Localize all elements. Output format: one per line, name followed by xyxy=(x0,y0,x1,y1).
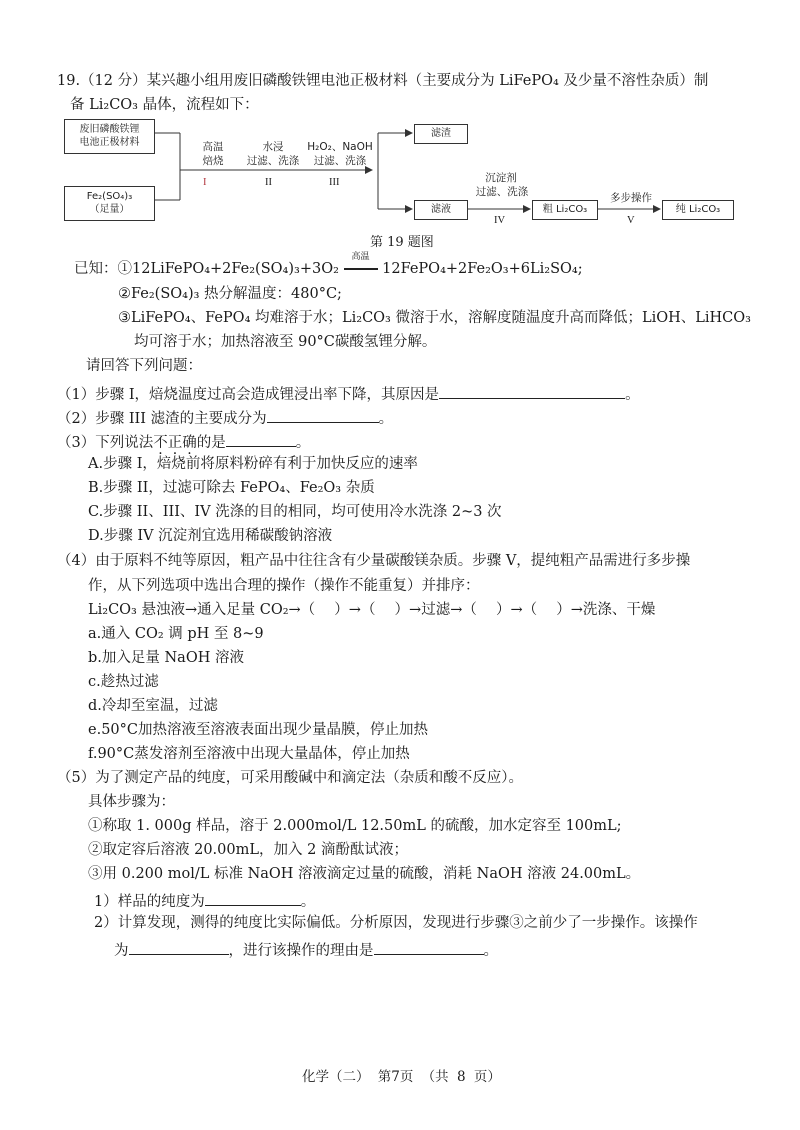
crude-box: 粗 Li₂CO₃ xyxy=(532,200,598,220)
q3-emphasis-1: 不 xyxy=(153,435,168,451)
equation-right: 12FePO₄+2Fe₂O₃+6Li₂SO₄; xyxy=(382,261,583,277)
answer-prompt: 请回答下列问题： xyxy=(86,358,202,374)
q5-part-1-text: 1）样品的纯度为 xyxy=(94,894,205,910)
q4-option-d: d.冷却至室温，过滤 xyxy=(88,698,218,714)
raw-material-line-1: 废旧磷酸铁锂 xyxy=(79,124,140,135)
q5-part-1-blank[interactable] xyxy=(205,891,301,906)
question-line-1: 19.（12 分）某兴趣小组用废旧磷酸铁锂电池正极材料（主要成分为 LiFePO₄ 及少量不溶性杂质）制 xyxy=(57,73,709,89)
q5-part-2-line-2 xyxy=(114,940,498,959)
step4-numeral: IV xyxy=(494,215,506,226)
step4-top-label: 沉淀剂 xyxy=(485,172,517,184)
q3-option-b: B.步骤 II，过滤可除去 FePO₄、Fe₂O₃ 杂质 xyxy=(88,480,375,496)
step5-numeral: V xyxy=(627,215,635,226)
known-2: ②Fe₂(SO₄)₃ 热分解温度：480°C; xyxy=(118,286,342,302)
q2-line xyxy=(57,408,393,427)
condition-text: 高温 xyxy=(351,252,370,262)
q5-line-1: （5）为了测定产品的纯度，可采用酸碱中和滴定法（杂质和酸不反应）。 xyxy=(57,770,523,786)
q4-line-1: （4）由于原料不纯等原因，粗产品中往往含有少量碳酸镁杂质。步骤 V，提纯粗产品需进行多步操 xyxy=(57,553,691,569)
q3-answer-blank[interactable] xyxy=(226,432,296,447)
q5-step-1: ①称取 1. 000g 样品，溶于 2.000mol/L 12.50mL 的硫酸，加水定容至 100mL; xyxy=(88,818,622,834)
step2-top-label: 水浸 xyxy=(262,141,284,153)
equation-left: ①12LiFePO₄+2Fe₂(SO₄)₃+3O₂ xyxy=(117,261,339,277)
step2-bottom-label: 过滤、洗涤 xyxy=(246,155,300,167)
q3-end: 。 xyxy=(295,435,311,451)
step1-top-label: 高温 xyxy=(202,141,224,153)
step1-bottom-label: 焙烧 xyxy=(202,155,224,167)
additive-line-1: Fe₂(SO₄)₃ xyxy=(86,191,133,202)
q4-option-b: b.加入足量 NaOH 溶液 xyxy=(88,650,244,666)
known-3-line-1: ③LiFePO₄、FePO₄ 均难溶于水；Li₂CO₃ 微溶于水，溶解度随温度升高而降低；LiOH、LiHCO₃ xyxy=(118,310,751,326)
q3-option-a: A.步骤 I，焙烧前将原料粉碎有利于加快反应的速率 xyxy=(88,456,418,472)
q1-end: 。 xyxy=(625,387,640,403)
q2-text: （2）步骤 III 滤渣的主要成分为 xyxy=(57,411,267,427)
q4-option-c: c.趁热过滤 xyxy=(88,674,159,690)
residue-box: 滤渣 xyxy=(414,124,468,144)
q3-line xyxy=(57,432,310,451)
q1-answer-blank[interactable] xyxy=(439,384,625,399)
raw-material-box xyxy=(64,119,155,154)
q5-part-1-end: 。 xyxy=(300,894,316,910)
step3-bottom-label: 过滤、洗涤 xyxy=(313,155,367,167)
page-footer: 化学（二） 第7页 （共 8 页） xyxy=(302,1069,501,1085)
known-3-line-2: 均可溶于水；加热溶液至 90°C碳酸氢锂分解。 xyxy=(134,334,437,350)
q3-pre: （3）下列说法 xyxy=(57,435,154,451)
q4-sequence: Li₂CO₃ 悬浊液→通入足量 CO₂→（ ）→（ ）→过滤→（ ）→（ ）→洗涤、干燥 xyxy=(88,602,656,618)
known-label: 已知： xyxy=(74,261,118,277)
pure-box: 纯 Li₂CO₃ xyxy=(662,200,734,220)
q5-part-2-pre: 为 xyxy=(114,943,129,959)
q1-line xyxy=(57,384,640,403)
figure-caption: 第 19 题图 xyxy=(370,235,434,250)
q1-text: （1）步骤 I，焙烧温度过高会造成锂浸出率下降，其原因是 xyxy=(57,387,440,403)
q5-part-2-mid: ，进行该操作的理由是 xyxy=(228,943,374,959)
known-equation-line xyxy=(74,252,583,277)
q2-answer-blank[interactable] xyxy=(267,408,379,423)
q2-end: 。 xyxy=(378,411,394,427)
q5-part-2-end: 。 xyxy=(483,943,498,959)
q5-step-3: ③用 0.200 mol/L 标准 NaOH 溶液滴定过量的硫酸，消耗 NaOH 溶液 24.00mL。 xyxy=(88,866,641,882)
step1-numeral: I xyxy=(203,177,207,188)
q3-emphasis-3: 确 xyxy=(182,435,197,451)
q5-part-1 xyxy=(94,891,315,910)
raw-material-line-2: 电池正极材料 xyxy=(79,137,140,148)
q5-part-2-line-1: 2）计算发现，测得的纯度比实际偏低。分析原因，发现进行步骤③之前少了一步操作。该操作 xyxy=(94,915,698,931)
step4-bottom-label: 过滤、洗涤 xyxy=(475,186,529,198)
q5-line-2: 具体步骤为： xyxy=(88,794,175,810)
q4-option-e: e.50°C加热溶液至溶液表面出现少量晶膜，停止加热 xyxy=(88,722,428,738)
q3-option-d: D.步骤 IV 沉淀剂宜选用稀碳酸钠溶液 xyxy=(88,528,333,544)
flow-diagram xyxy=(0,0,800,260)
question-line-2: 备 Li₂CO₃ 晶体，流程如下： xyxy=(70,97,259,113)
reaction-condition xyxy=(344,252,378,277)
q4-line-2: 作，从下列选项中选出合理的操作（操作不能重复）并排序： xyxy=(88,578,480,594)
additive-line-2: （足量） xyxy=(89,204,130,215)
q3-post: 的是 xyxy=(196,435,226,451)
q5-step-2: ②取定容后溶液 20.00mL，加入 2 滴酚酞试液； xyxy=(88,842,408,858)
additive-box xyxy=(64,186,155,221)
step2-numeral: II xyxy=(265,177,272,188)
q3-option-c: C.步骤 II、III、IV 洗涤的目的相同，均可使用冷水洗涤 2~3 次 xyxy=(88,504,502,520)
q5-part-2-blank-2[interactable] xyxy=(374,940,484,955)
q5-part-2-blank-1[interactable] xyxy=(129,940,229,955)
equals-bar xyxy=(344,268,378,270)
step5-top-label: 多步操作 xyxy=(610,192,652,204)
step3-top-label: H₂O₂、NaOH xyxy=(307,141,373,153)
step3-numeral: III xyxy=(329,177,340,188)
q3-emphasis-2: 正 xyxy=(167,435,183,451)
q4-option-a: a.通入 CO₂ 调 pH 至 8~9 xyxy=(88,626,264,642)
q4-option-f: f.90°C蒸发溶剂至溶液中出现大量晶体，停止加热 xyxy=(88,746,410,762)
filtrate-box: 滤液 xyxy=(414,200,468,220)
